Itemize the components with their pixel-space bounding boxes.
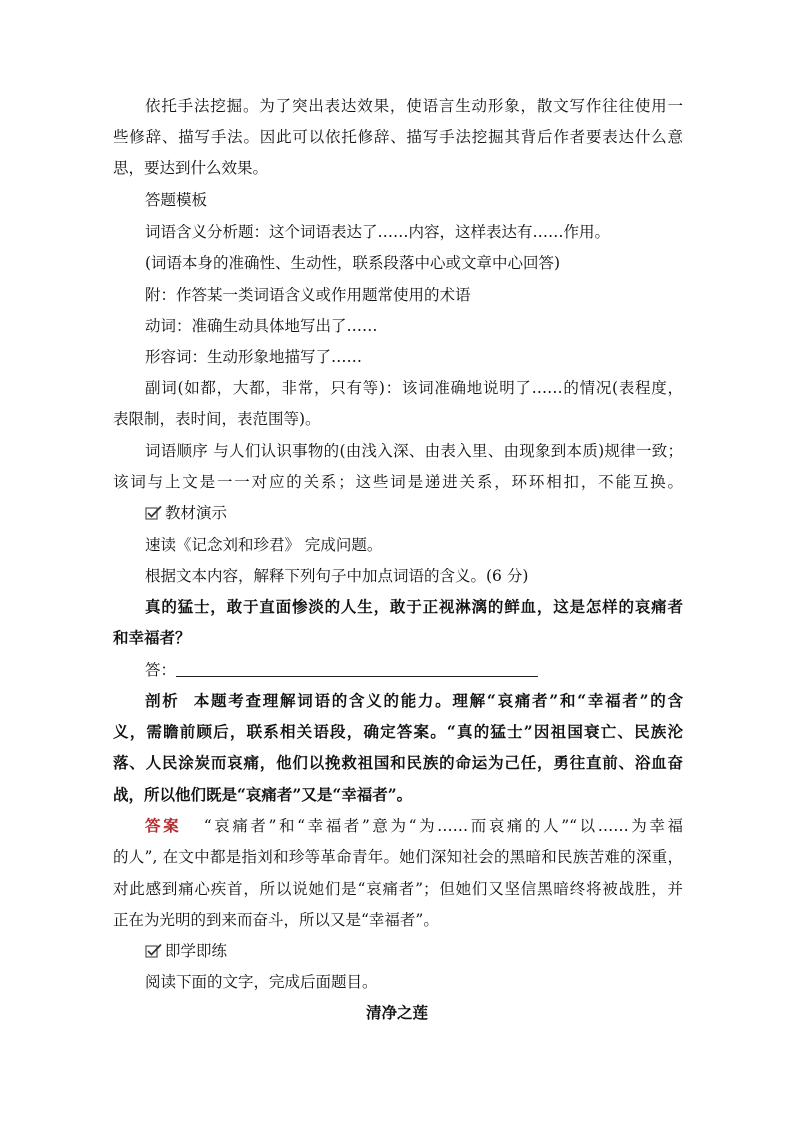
- template-line: (词语本身的准确性、生动性，联系段落中心或文章中心回答): [145, 254, 561, 272]
- paragraph-line: 思，要达到什么效果。: [113, 159, 269, 177]
- answer-key-label: 答案: [145, 816, 182, 835]
- template-line: 副词(如都，大都，非常，只有等)：该词准确地说明了……的情况(表程度，: [145, 379, 683, 397]
- demo-heading: [145, 503, 683, 523]
- answer-label: 答：: [145, 661, 177, 679]
- demo-instruction: 速读《记念刘和珍君》 完成问题。: [145, 536, 383, 554]
- practice-heading: [145, 941, 683, 961]
- demo-heading-label: 教材演示: [165, 504, 228, 522]
- analysis-label: 剖析: [145, 691, 180, 710]
- answer-key-line: 正在为光明的到来而奋斗，所以又是“幸福者”。: [113, 911, 439, 929]
- checkbox-check-icon: [145, 505, 162, 520]
- practice-heading-label: 即学即练: [165, 942, 228, 960]
- template-line: 词语顺序 与人们认识事物的(由浅入深、由表入里、由现象到本质)规律一致；: [145, 442, 683, 460]
- template-line: 附：作答某一类词语含义或作用题常使用的术语: [145, 286, 471, 304]
- practice-instruction: 阅读下面的文字，完成后面题目。: [145, 973, 378, 991]
- analysis-line: 战，所以他们既是“哀痛者”又是“幸福者”。: [113, 785, 413, 804]
- analysis-text: 本题考查理解词语的含义的能力。理解“哀痛者”和“幸福者”的含: [193, 691, 683, 710]
- passage-title: 清净之莲: [365, 1003, 428, 1022]
- answer-key-line: 对此感到痛心疾首，所以说她们是“哀痛者”；但她们又坚信黑暗终将被战胜，并: [113, 880, 683, 898]
- template-line: 该词与上文是一一对应的关系；这些词是递进关系，环环相扣，不能互换。: [113, 473, 683, 491]
- answer-blank: [176, 676, 538, 677]
- analysis-line: 落、人民涂炭而哀痛，他们以挽救祖国和民族的命运为己任，勇往直前、浴血奋: [113, 753, 683, 772]
- checkbox-check-icon: [145, 943, 162, 958]
- template-line: 词语含义分析题：这个词语表达了……内容，这样表达有……作用。: [145, 223, 611, 241]
- template-line: 表限制，表时间，表范围等)。: [113, 410, 321, 428]
- answer-key-text: “哀痛者”和“幸福者”意为“为……而哀痛的人”“以……为幸福: [203, 817, 683, 835]
- paragraph-line: 些修辞、描写手法。因此可以依托修辞、描写手法挖掘其背后作者要表达什么意: [113, 128, 683, 146]
- template-heading: 答题模板: [145, 191, 208, 209]
- analysis-line: [145, 691, 683, 711]
- template-line: 动词：准确生动具体地写出了……: [145, 317, 378, 335]
- question-line: 真的猛士，敢于直面惨淡的人生，敢于正视淋漓的鲜血，这是怎样的哀痛者: [145, 597, 683, 616]
- answer-key-line: 的人”, 在文中都是指刘和珍等革命青年。她们深知社会的黑暗和民族苦难的深重，: [113, 848, 683, 866]
- paragraph-line: 依托手法挖掘。为了突出表达效果，使语言生动形象，散文写作往往使用一: [145, 97, 683, 115]
- question-intro: 根据文本内容，解释下列句子中加点词语的含义。(6 分): [145, 567, 529, 585]
- analysis-line: 义，需瞻前顾后，联系相关语段，确定答案。“真的猛士”因祖国衰亡、民族沦: [113, 722, 683, 741]
- template-line: 形容词：生动形象地描写了……: [145, 348, 363, 366]
- question-line: 和幸福者？: [113, 628, 191, 647]
- answer-key-line: [145, 816, 683, 836]
